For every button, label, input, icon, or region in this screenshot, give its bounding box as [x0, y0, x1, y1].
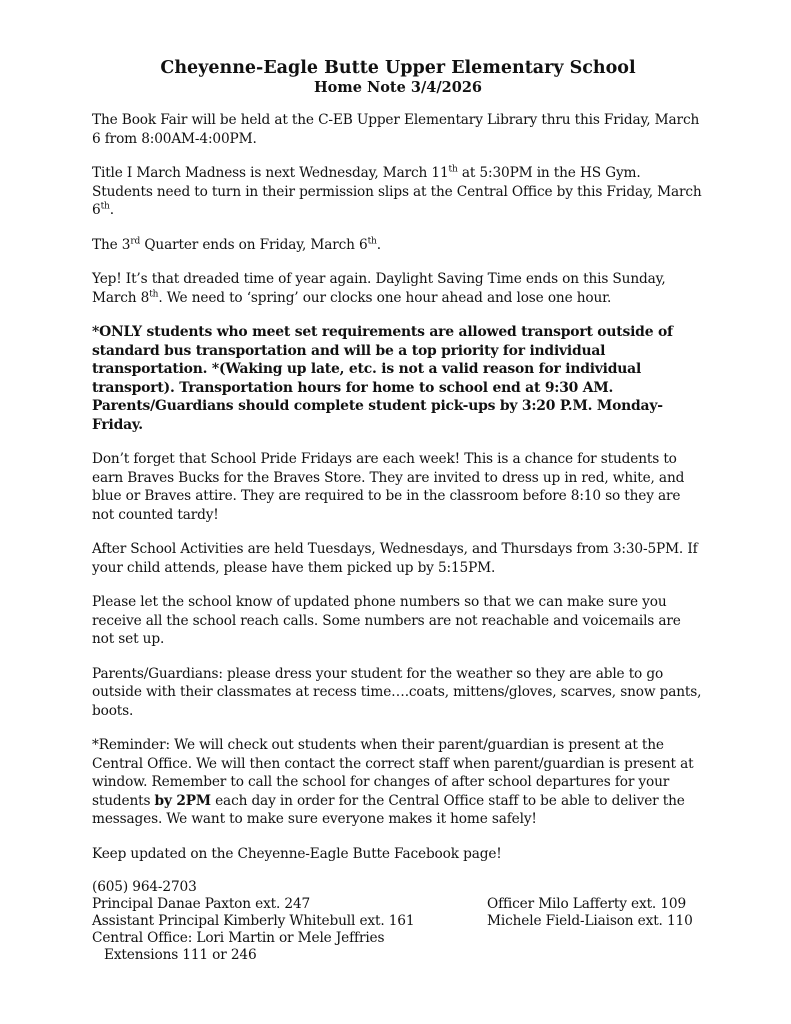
facebook-paragraph: Keep updated on the Cheyenne-Eagle Butte Facebook page! — [92, 845, 502, 862]
central-office-extensions: Extensions 111 or 246 — [104, 947, 257, 963]
home-note-date-subtitle: Home Note 3/4/2026 — [313, 79, 482, 96]
after-school-paragraph: After School Activities are held Tuesdays, Wednesdays, and Thursdays from 3:30-5PM. If your child attends, please have them picked up by 5:15PM. — [92, 541, 698, 576]
daylight-saving-paragraph: Yep! It’s that dreaded time of year again. Daylight Saving Time ends on this Sunday, March 8th. We need to ‘spring’ our clocks one hour ahead and lose one hour. — [92, 271, 666, 306]
liaison-contact: Michele Field-Liaison ext. 110 — [487, 913, 693, 929]
weather-paragraph: Parents/Guardians: please dress your student for the weather so they are able to go outside with their classmates at recess time….coats, mittens/gloves, scarves, snow pants, boots. — [92, 665, 702, 719]
officer-contact: Officer Milo Lafferty ext. 109 — [487, 896, 687, 912]
principal-contact: Principal Danae Paxton ext. 247 Officer Milo Lafferty ext. 109 — [92, 896, 704, 913]
phone-numbers-paragraph: Please let the school know of updated phone numbers so that we can make sure you receive all the school reach calls. Some numbers are not reachable and voicemails are not set up. — [92, 594, 681, 647]
reminder-paragraph: *Reminder: We will check out students when their parent/guardian is present at the Central Office. We will then contact the correct staff when parent/guardian is present at window. Remember to call the school for changes of after school departures for your students by 2PM each day in order for the Central Office staff to be able to deliver the messages. We want to make sure everyone makes it home safely! — [92, 737, 694, 827]
home-note-document — [92, 58, 704, 964]
school-pride-paragraph: Don’t forget that School Pride Fridays are each week! This is a chance for students to earn Braves Bucks for the Braves Store. They are invited to dress up in red, white, and blue or Braves attire. They are required to be in the classroom before 8:10 so they are not counted tardy! — [92, 451, 685, 523]
central-office-contact: Central Office: Lori Martin or Mele Jeffries — [92, 930, 385, 946]
book-fair-paragraph: The Book Fair will be held at the C-EB Upper Elementary Library thru this Friday, March 6 from 8:00AM-4:00PM. — [92, 112, 700, 147]
contact-block — [92, 879, 704, 964]
assistant-principal-contact: Assistant Principal Kimberly Whitebull ext. 161 Michele Field-Liaison ext. 110 — [92, 913, 704, 930]
school-phone: (605) 964-2703 — [92, 879, 197, 895]
school-name-title: Cheyenne-Eagle Butte Upper Elementary School — [160, 58, 636, 78]
march-madness-paragraph: Title I March Madness is next Wednesday, March 11th at 5:30PM in the HS Gym. Students need to turn in their permission slips at the Central Office by this Friday, March 6th. — [92, 164, 702, 218]
transportation-notice-paragraph: *ONLY students who meet set requirements are allowed transport outside of standard bus transportation and will be a top priority for individual transportation. *(Waking up late, etc. is not a valid reason for individual transport). Transportation hours for home to school end at 9:30 AM. Parents/Guardians should complete student pick-ups by 3:20 P.M. Monday-Friday. — [92, 324, 673, 433]
quarter-end-paragraph: The 3rd Quarter ends on Friday, March 6th. — [92, 235, 381, 253]
